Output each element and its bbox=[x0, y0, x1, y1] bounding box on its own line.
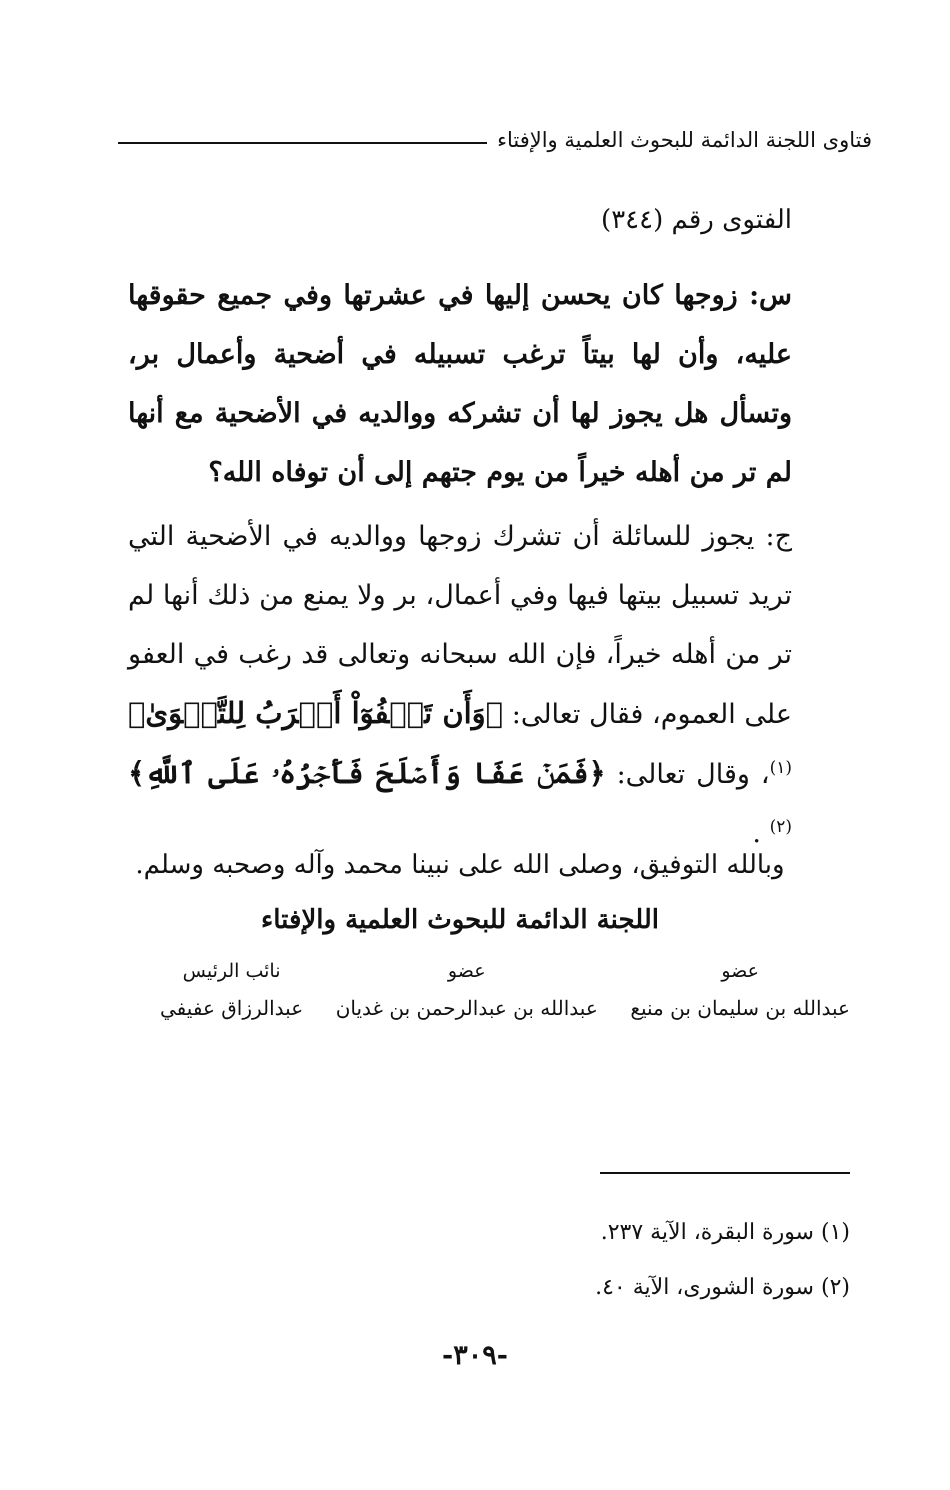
committee-name: اللجنة الدائمة للبحوث العلمية والإفتاء bbox=[261, 905, 659, 935]
footnote-ref-1: (١) bbox=[769, 758, 792, 778]
signature-role: نائب الرئيس bbox=[182, 960, 281, 982]
footnotes bbox=[128, 1205, 850, 1315]
quran-verse-2: ﴿فَمَنۡ عَفَا وَأَصۡلَحَ فَأَجۡرُهُۥ عَلَى ٱللَّهِ﴾ bbox=[128, 756, 606, 790]
footnote-ref-2: (٢) bbox=[769, 817, 792, 837]
answer-paragraph bbox=[128, 507, 792, 863]
signature-vice-president bbox=[160, 960, 303, 1020]
signature-member-2 bbox=[336, 960, 598, 1020]
page-number: -٣٠٩- bbox=[442, 1340, 508, 1371]
answer-part-3: . bbox=[752, 818, 761, 849]
signatures-block bbox=[160, 960, 850, 1020]
quran-verse-1: ﴿وَأَن تَعۡفُوٓاْ أَقۡرَبُ لِلتَّقۡوَىٰ﴾ bbox=[128, 696, 504, 730]
signature-role: عضو bbox=[721, 960, 759, 982]
fatwa-number: الفتوى رقم (٣٤٤) bbox=[601, 205, 792, 235]
running-header-title: فتاوى اللجنة الدائمة للبحوث العلمية والإفتاء bbox=[497, 128, 872, 152]
footnote-separator bbox=[600, 1172, 850, 1174]
answer-part-1: ج: يجوز للسائلة أن تشرك زوجها ووالديه في الأضحية التي تريد تسبيل بيتها فيها وفي أعمال، بر ولا يمنع من ذلك أنها لم تر من أهله خيراً، فإن الله سبحانه وتعالى قد رغب في العفو على العموم، فقال تعالى: bbox=[128, 521, 792, 730]
signature-name: عبدالرزاق عفيفي bbox=[160, 996, 304, 1020]
header-rule bbox=[118, 142, 487, 144]
signature-name: عبدالله بن عبدالرحمن بن غديان bbox=[335, 996, 598, 1020]
signature-member-1 bbox=[630, 960, 850, 1020]
signature-role: عضو bbox=[447, 960, 486, 982]
footnote-2: (٢) سورة الشورى، الآية ٤٠. bbox=[595, 1275, 850, 1300]
answer-part-2: ، وقال تعالى: bbox=[616, 759, 770, 790]
answer-text bbox=[128, 507, 792, 863]
question-paragraph bbox=[128, 266, 792, 502]
signature-name: عبدالله بن سليمان بن منيع bbox=[630, 996, 850, 1020]
running-header bbox=[118, 128, 872, 152]
question-text: س: زوجها كان يحسن إليها في عشرتها وفي جميع حقوقها عليه، وأن لها بيتاً ترغب تسبيله في أضحية وأعمال بر، وتسأل هل يجوز لها أن تشركه ووالديه في الأضحية مع أنها لم تر من أهله خيراً من يوم جتهم إلى أن توفاه الله؟ bbox=[128, 280, 792, 488]
footnote-1: (١) سورة البقرة، الآية ٢٣٧. bbox=[600, 1220, 850, 1245]
closing-statement: وبالله التوفيق، وصلى الله على نبينا محمد وآله وصحبه وسلم. bbox=[135, 850, 785, 880]
